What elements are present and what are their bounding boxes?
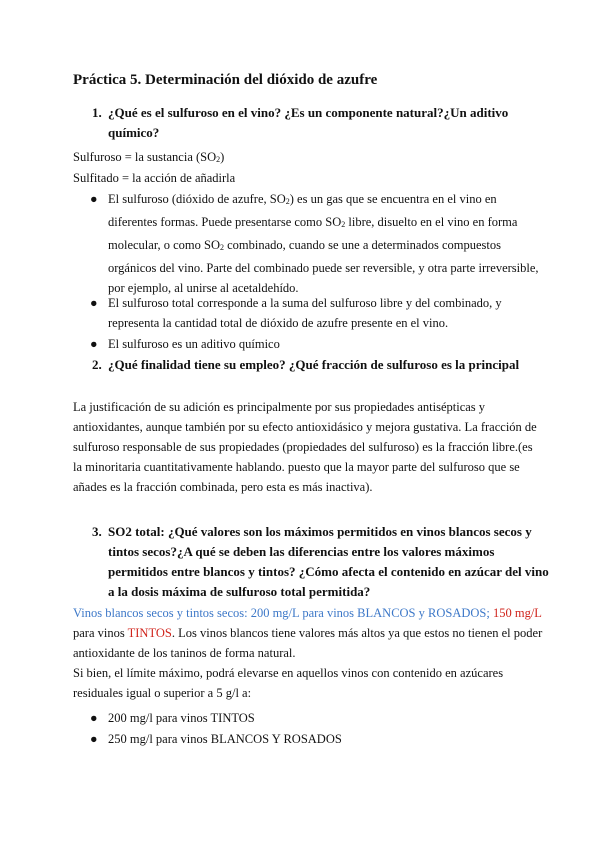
question-3-line: tintos secos?¿A qué se deben las diferencias entre los valores máximos — [108, 544, 495, 559]
paragraph-line: antioxidantes, aunque también por su efecto antioxidásico y mejora gustativa. La fracción de — [73, 420, 537, 434]
bullet-icon: ● — [90, 711, 98, 725]
bullet-icon: ● — [90, 192, 98, 206]
question-number: 2. — [92, 357, 102, 372]
bullet-line: diferentes formas. Puede presentarse como $SO_2$ libre, disuelto en el vino en forma — [108, 215, 518, 229]
bullet-line: por ejemplo, al unirse al acetaldehído. — [108, 281, 299, 295]
answer-line: para vinos TINTOS. Los vinos blancos tiene valores más altos ya que estos no tienen el poder — [73, 626, 543, 640]
bullet-line: 200 mg/l para vinos TINTOS — [108, 711, 255, 725]
paragraph-line: La justificación de su adición es principalmente por sus propiedades antisépticas y — [73, 400, 486, 414]
question-2-text: ¿Qué finalidad tiene su empleo? ¿Qué fracción de sulfuroso es la principal — [108, 357, 520, 372]
question-number: 1. — [92, 105, 102, 120]
question-3-line: a la dosis máxima de sulfuroso total permitida? — [108, 584, 371, 599]
bullet-line: orgánicos del vino. Parte del combinado puede ser reversible, y otra parte irreversible, — [108, 261, 539, 275]
definition-sulfitado: Sulfitado = la acción de añadirla — [73, 171, 236, 185]
bullet-line: El sulfuroso (dióxido de azufre, $SO_2$) es un gas que se encuentra en el vino en — [108, 192, 497, 206]
answer-2-paragraph — [73, 397, 537, 497]
question-3-line: SO2 total: ¿Qué valores son los máximos permitidos en vinos blancos secos y — [108, 524, 532, 539]
paragraph-line: la minoritaria cuantitativamente hablando. puesto que la mayor parte del sulfuroso que se — [73, 460, 520, 474]
bullet-line: El sulfuroso total corresponde a la suma del sulfuroso libre y del combinado, y — [108, 296, 502, 310]
answer-3-paragraph — [73, 603, 542, 703]
paragraph-line: añades es la fracción combinada, pero esta es más inactiva). — [73, 480, 373, 494]
bullet-icon: ● — [90, 732, 98, 746]
question-1-line: ¿Qué es el sulfuroso en el vino? ¿Es un componente natural?¿Un aditivo — [108, 105, 509, 120]
answer-line: Si bien, el límite máximo, podrá elevarse en aquellos vinos con contenido en azúcares — [73, 666, 504, 680]
bullet-icon: ● — [90, 296, 98, 310]
question-3-line: permitidos entre blancos y tintos? ¿Cómo afecta el contenido en azúcar del vino — [108, 564, 549, 579]
question-number: 3. — [92, 524, 102, 539]
answer-line: antioxidante de los taninos de forma natural. — [73, 646, 296, 660]
bullet-line: molecular, o como $SO_2$ combinado, cuando se une a determinados compuestos — [108, 238, 501, 252]
paragraph-line: sulfuroso responsable de sus propiedades (propiedades del sulfuroso) es la fracción libre.(es — [73, 440, 533, 454]
bullet-icon: ● — [90, 337, 98, 351]
bullet-line: El sulfuroso es un aditivo químico — [108, 337, 280, 351]
bullet-line: representa la cantidad total de dióxido de azufre presente en el vino. — [108, 316, 449, 330]
question-1-line: químico? — [108, 125, 160, 140]
definition-sulfuroso: Sulfuroso = la sustancia $(SO_2)$ — [73, 150, 225, 164]
page-title: Práctica 5. Determinación del dióxido de azufre — [73, 72, 378, 88]
answer-line: residuales igual o superior a 5 g/l a: — [73, 686, 252, 700]
answer-line: Vinos blancos secos y tintos secos: 200 mg/L para vinos BLANCOS y ROSADOS; 150 mg/L — [73, 606, 542, 620]
bullet-line: 250 mg/l para vinos BLANCOS Y ROSADOS — [108, 732, 342, 746]
